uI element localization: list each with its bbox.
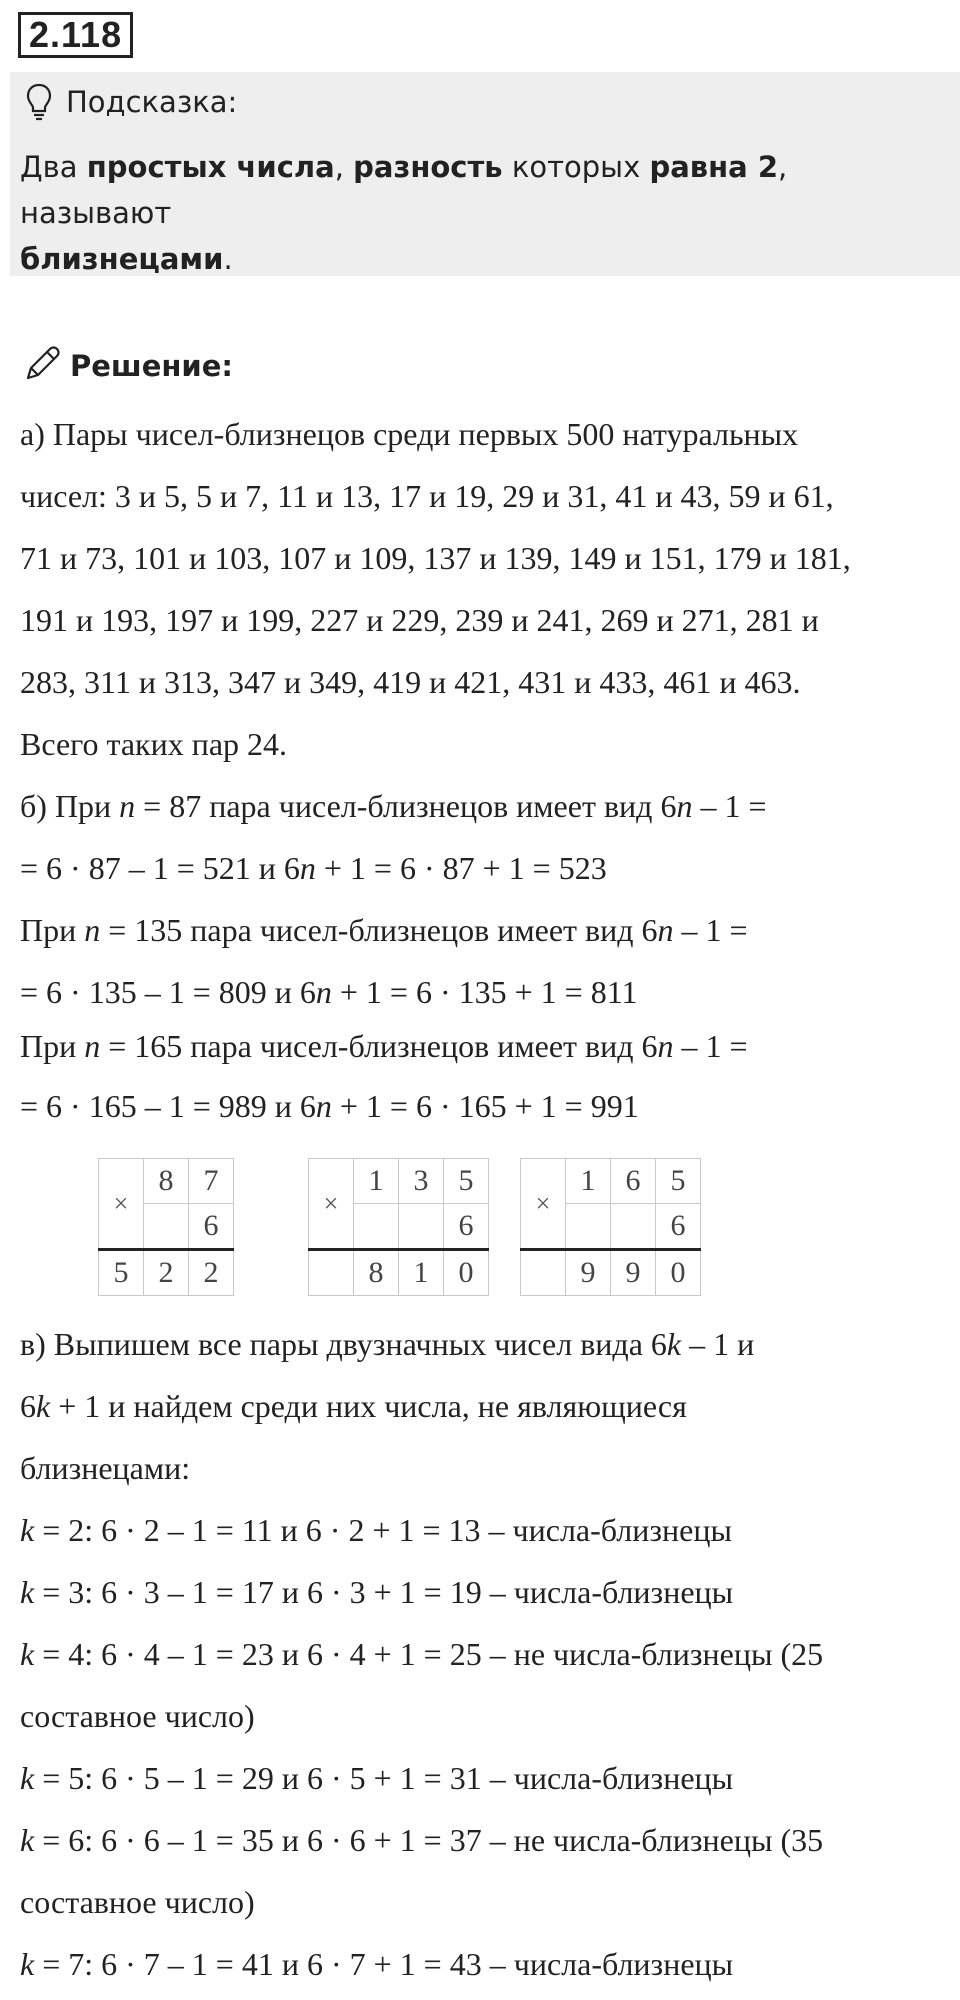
lightbulb-icon [24, 82, 54, 122]
solution-line-c: k = 2: 6 · 2 – 1 = 11 и 6 · 2 + 1 = 13 – числа-близнецы [20, 1512, 732, 1548]
digit-cell: 6 [444, 1204, 489, 1250]
digit-cell: 7 [189, 1159, 234, 1204]
digit-cell [399, 1204, 444, 1250]
solution-line-b: б) При n = 87 пара чисел-близнецов имеет вид 6n – 1 = [20, 788, 767, 824]
solution-line: 191 и 193, 197 и 199, 227 и 229, 239 и 241, 269 и 271, 281 и [20, 602, 819, 638]
multiplication-table [98, 1158, 234, 1296]
digit-cell: 2 [144, 1250, 189, 1296]
multiplication-table [308, 1158, 489, 1296]
digit-cell [309, 1250, 354, 1296]
digit-cell: 0 [444, 1250, 489, 1296]
solution-line-b: При n = 165 пара чисел-близнецов имеет вид 6n – 1 = [20, 1028, 748, 1064]
solution-line-c: k = 3: 6 · 3 – 1 = 17 и 6 · 3 + 1 = 19 – числа-близнецы [20, 1574, 734, 1610]
digit-cell: 9 [611, 1250, 656, 1296]
solution-line: 283, 311 и 313, 347 и 349, 419 и 421, 431 и 433, 461 и 463. [20, 664, 801, 700]
digit-cell [521, 1250, 566, 1296]
solution-line-c: k = 4: 6 · 4 – 1 = 23 и 6 · 4 + 1 = 25 – не числа-близнецы (25 [20, 1636, 824, 1672]
hint-box [10, 72, 960, 276]
digit-cell: 5 [444, 1159, 489, 1204]
digit-cell [611, 1204, 656, 1250]
solution-line-b: = 6 · 135 – 1 = 809 и 6n + 1 = 6 · 135 + 1 = 811 [20, 974, 638, 1010]
digit-cell: 5 [656, 1159, 701, 1204]
digit-cell [566, 1204, 611, 1250]
solution-line: 71 и 73, 101 и 103, 107 и 109, 137 и 139, 149 и 151, 179 и 181, [20, 540, 851, 576]
multiplication-table [520, 1158, 701, 1296]
hint-title: Подсказка: [66, 85, 238, 119]
task-number: 2.118 [18, 12, 133, 58]
solution-line-c: k = 7: 6 · 7 – 1 = 41 и 6 · 7 + 1 = 43 – числа-близнецы [20, 1946, 734, 1982]
digit-cell: 8 [354, 1250, 399, 1296]
digit-cell: 8 [144, 1159, 189, 1204]
digit-cell: 9 [566, 1250, 611, 1296]
solution-line-b: При n = 135 пара чисел-близнецов имеет вид 6n – 1 = [20, 912, 748, 948]
solution-line: а) Пары чисел-близнецов среди первых 500 натуральных [20, 416, 799, 452]
times-sign: × [309, 1159, 354, 1250]
times-sign: × [521, 1159, 566, 1250]
pencil-icon [22, 344, 62, 384]
digit-cell: 6 [656, 1204, 701, 1250]
solution-title: Решение: [70, 349, 234, 383]
solution-line-c: 6k + 1 и найдем среди них числа, не являющиеся [20, 1388, 687, 1424]
solution-line-c: составное число) [20, 1698, 255, 1734]
times-sign: × [99, 1159, 144, 1250]
digit-cell [354, 1204, 399, 1250]
digit-cell: 2 [189, 1250, 234, 1296]
solution-line-c: k = 5: 6 · 5 – 1 = 29 и 6 · 5 + 1 = 31 – числа-близнецы [20, 1760, 734, 1796]
solution-line-c: составное число) [20, 1884, 255, 1920]
solution-line-b: = 6 · 165 – 1 = 989 и 6n + 1 = 6 · 165 + 1 = 991 [20, 1088, 639, 1124]
digit-cell: 1 [566, 1159, 611, 1204]
solution-line-b: = 6 · 87 – 1 = 521 и 6n + 1 = 6 · 87 + 1 = 523 [20, 850, 607, 886]
digit-cell: 3 [399, 1159, 444, 1204]
hint-text: Два простых числа, разность которых равна 2, называют близнецами. [20, 150, 788, 276]
digit-cell: 1 [399, 1250, 444, 1296]
digit-cell: 0 [656, 1250, 701, 1296]
digit-cell: 6 [189, 1204, 234, 1250]
digit-cell [144, 1204, 189, 1250]
solution-line-c: в) Выпишем все пары двузначных чисел вида 6k – 1 и [20, 1326, 755, 1362]
digit-cell: 1 [354, 1159, 399, 1204]
digit-cell: 6 [611, 1159, 656, 1204]
solution-line-c: близнецами: [20, 1450, 191, 1486]
solution-line: Всего таких пар 24. [20, 726, 288, 762]
digit-cell: 5 [99, 1250, 144, 1296]
solution-line-c: k = 6: 6 · 6 – 1 = 35 и 6 · 6 + 1 = 37 – не числа-близнецы (35 [20, 1822, 824, 1858]
solution-line: чисел: 3 и 5, 5 и 7, 11 и 13, 17 и 19, 29 и 31, 41 и 43, 59 и 61, [20, 478, 834, 514]
